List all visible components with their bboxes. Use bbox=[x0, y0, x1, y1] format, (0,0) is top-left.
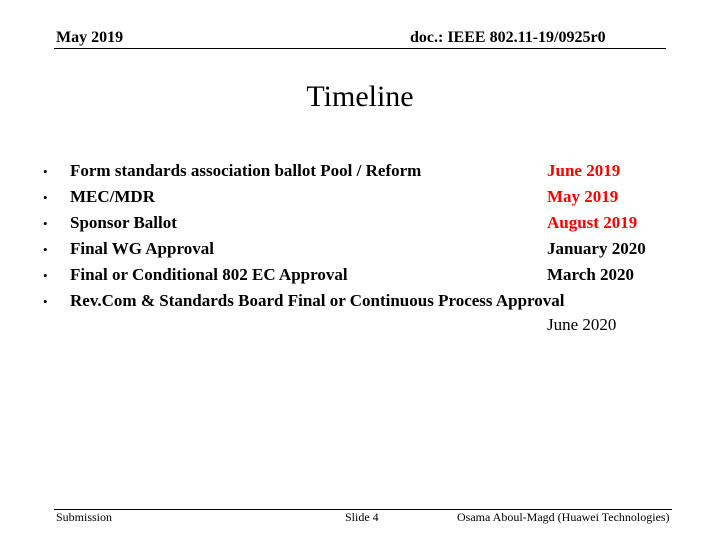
timeline-item-date: January 2020 bbox=[547, 239, 646, 258]
timeline-item-label: Rev.Com & Standards Board Final or Continuous Process Approval bbox=[70, 291, 565, 310]
timeline-item-date: June 2019 bbox=[547, 161, 621, 180]
header-divider bbox=[54, 48, 666, 49]
header-doc-id: doc.: IEEE 802.11-19/0925r0 bbox=[410, 29, 606, 46]
timeline-item bbox=[0, 159, 720, 185]
timeline-item-label: Sponsor Ballot bbox=[70, 213, 177, 232]
footer-submission: Submission bbox=[56, 510, 113, 524]
timeline-item-date: March 2020 bbox=[547, 265, 635, 284]
bullet-icon: • bbox=[43, 294, 48, 309]
timeline-item bbox=[0, 237, 720, 263]
header-date: May 2019 bbox=[56, 29, 124, 46]
timeline-item-date: August 2019 bbox=[547, 213, 638, 232]
bullet-icon: • bbox=[43, 190, 48, 205]
timeline-item-date: June 2020 bbox=[547, 315, 617, 334]
timeline-item-label: MEC/MDR bbox=[70, 187, 155, 206]
timeline-item-label: Form standards association ballot Pool / Reform bbox=[70, 161, 422, 180]
bullet-icon: • bbox=[43, 164, 48, 179]
bullet-icon: • bbox=[43, 242, 48, 257]
timeline-item bbox=[0, 289, 720, 341]
footer-author: Osama Aboul-Magd (Huawei Technologies) bbox=[457, 510, 670, 524]
timeline-item-date: May 2019 bbox=[547, 187, 619, 206]
footer-slide-number: Slide 4 bbox=[345, 510, 379, 524]
bullet-icon: • bbox=[43, 216, 48, 231]
timeline-item-label: Final or Conditional 802 EC Approval bbox=[70, 265, 348, 284]
slide-title: Timeline bbox=[306, 80, 414, 113]
bullet-icon: • bbox=[43, 268, 48, 283]
timeline-item bbox=[0, 263, 720, 289]
timeline-item bbox=[0, 211, 720, 237]
timeline-list bbox=[0, 159, 720, 341]
timeline-item bbox=[0, 185, 720, 211]
timeline-item-label: Final WG Approval bbox=[70, 239, 214, 258]
